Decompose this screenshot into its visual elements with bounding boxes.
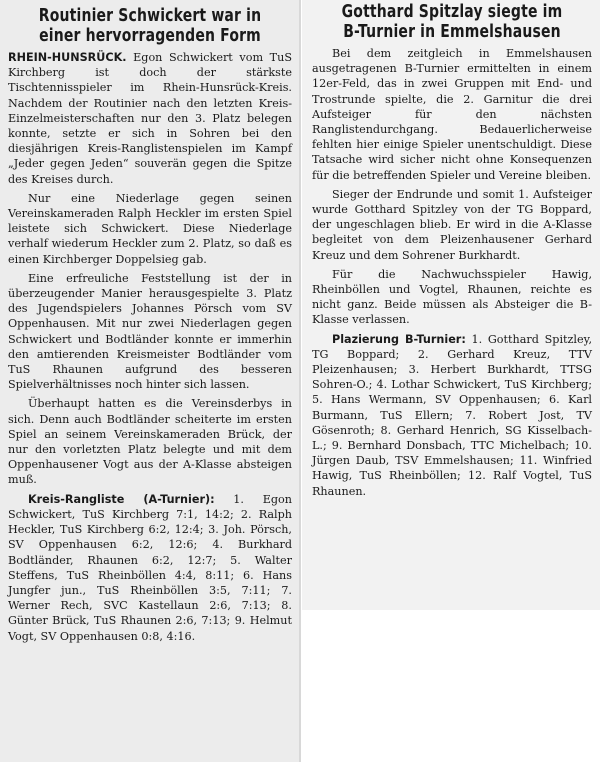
right-ranking-text: 1. Gotthard Spitzley, TG Boppard; 2. Gerhard Kreuz, TTV Pleizenhausen; 3. Herbert Burkhardt, TTSG Sohren-O.; 4. Lothar Schwickert, TuS Kirchberg; 5. Hans Wermann, SV Oppenhausen; 6. Karl Burmann, TuS Ellern; 7. Robert Jost, TV Gösenroth; 8. Gerhard Henrich, SG Kisselbach-L.; 9. Bernhard Donsbach, TTC Michelbach; 10. Jürgen Daub, TSV Emmelshausen; 11. Winfried Hawig, TuS Rheinböllen; 12. Ralf Vogtel, TuS Rhaunen. <box>312 332 592 498</box>
right-ranking-label: Plazierung B-Turnier: <box>332 332 466 346</box>
right-ranking <box>312 332 592 499</box>
right-article <box>302 0 600 610</box>
right-paragraph-1: Bei dem zeitgleich in Emmelshausen ausgetragenen B-Turnier ermittelten in einem 12er-Feld, das in zwei Gruppen mit End- und Trostrunde spielte, die 2. Garnitur die drei Aufsteiger für den nächsten Ranglistendurchgang. Bedauerlicherweise fehlten hier einige Spieler unentschuldigt. Diese Tatsache wird sicher nicht ohne Konsequenzen für die betreffenden Spieler und Vereine bleiben. <box>312 47 592 182</box>
left-paragraph-2: Nur eine Niederlage gegen seinen Vereinskameraden Ralph Heckler im ersten Spiel leistete sich Schwickert. Diese Niederlage verhalf wiederum Heckler zum 2. Platz, so daß es einen Kirchberger Doppelsieg gab. <box>8 191 292 266</box>
left-ranking-text: 1. Egon Schwickert, TuS Kirchberg 7:1, 14:2; 2. Ralph Heckler, TuS Kirchberg 6:2, 12:4; 3. Joh. Pörsch, SV Oppenhausen 6:2, 12:6; 4. Burkhard Bodtländer, Rhaunen 6:2, 12:7; 5. Walter Steffens, TuS Rheinböllen 4:4, 8:11; 6. Hans Jungfer jun., TuS Rheinböllen 3:5, 7:11; 7. Werner Rech, SVC Kastellaun 2:6, 7:13; 8. Günter Brück, TuS Rhaunen 2:6, 7:13; 9. Helmut Vogt, SV Oppenhausen 0:8, 4:16. <box>8 492 292 643</box>
right-paragraph-3: Für die Nachwuchsspieler Hawig, Rheinböllen und Vogtel, Rhaunen, reichte es nicht ganz. Beide müssen als Absteiger die B-Klasse verlassen. <box>312 267 592 327</box>
left-headline: Routinier Schwickert war in einer hervorragenden Form <box>38 6 262 46</box>
left-ranking-label: Kreis-Rangliste (A-Turnier): <box>28 492 215 506</box>
left-paragraph-1 <box>8 50 292 187</box>
left-paragraph-3: Eine erfreuliche Feststellung ist der in überzeugender Manier herausgespielte 3. Platz des Jugendspielers Johannes Pörsch vom SV Oppenhausen. Mit nur zwei Niederlagen gegen Schwickert und Bodtländer konnte er immerhin den amtierenden Kreismeister Bodtländer vom TuS Rhaunen aufgrund des besseren Spielverhältnisses noch hinter sich lassen. <box>8 271 292 392</box>
column-divider <box>299 0 301 762</box>
left-paragraph-1-text: Egon Schwickert vom TuS Kirchberg ist doch der stärkste Tischtennisspieler im Rhein-Hunsrück-Kreis. Nachdem der Routinier nach den letzten Kreis-Einzelmeisterschaften nur den 3. Platz belegen konnte, setzte er sich in Sohren bei den diesjährigen Kreis-Ranglistenspielen im Kampf „Jeder gegen Jeden“ souverän gegen die Spitze des Kreises durch. <box>8 51 292 186</box>
left-paragraph-4: Überhaupt hatten es die Vereinsderbys in sich. Denn auch Bodtländer scheiterte im ersten Spiel an seinem Vereinskameraden Brück, der nur den vorletzten Platz belegte und mit dem Oppenhausener Vogt aus der A-Klasse absteigen muß. <box>8 397 292 487</box>
dateline: RHEIN-HUNSRÜCK. <box>8 51 127 64</box>
left-ranking <box>8 492 292 644</box>
left-body <box>8 50 292 644</box>
right-headline: Gotthard Spitzlay siegte im B-Turnier in Emmelshausen <box>341 2 563 42</box>
right-paragraph-2: Sieger der Endrunde und somit 1. Aufsteiger wurde Gotthard Spitzley von der TG Boppard, der ungeschlagen blieb. Er wird in die A-Klasse begleitet von dem Pleizenhausener Gerhard Kreuz und dem Sohrener Burkhardt. <box>312 187 592 262</box>
right-body <box>312 46 592 499</box>
